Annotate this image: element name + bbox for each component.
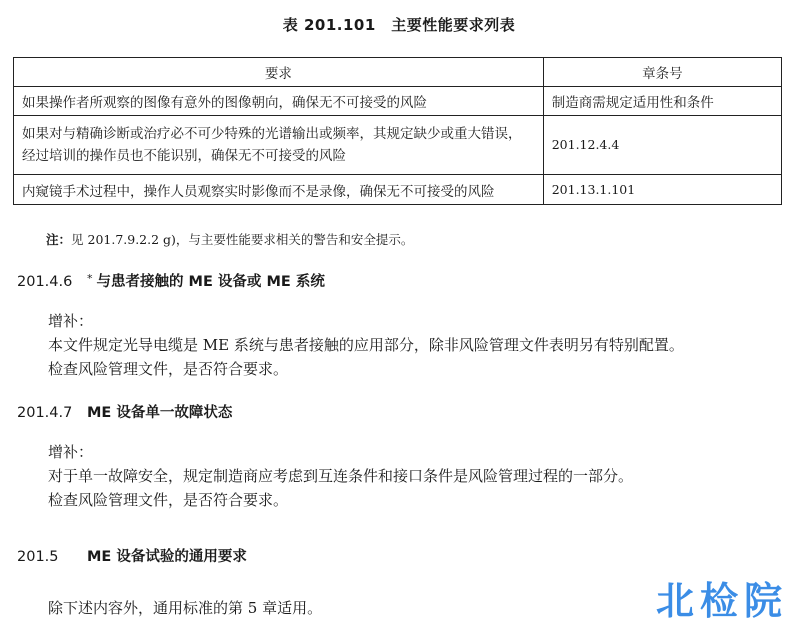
- paragraph-line: 检查风险管理文件，是否符合要求。: [48, 491, 289, 509]
- header-clause: 章条号: [543, 58, 781, 87]
- clause-cell: 制造商需规定适用性和条件: [543, 87, 781, 116]
- clause-cell: 201.12.4.4: [543, 116, 781, 175]
- clause-cell: 201.13.1.101: [543, 175, 781, 205]
- table-row: [14, 175, 782, 205]
- requirement-cell: 如果对与精确诊断或治疗必不可少特殊的光谱输出或频率，其规定缺少或重大错误，经过培训的操作员也不能识别，确保无不可接受的风险: [14, 116, 544, 175]
- section-heading-201-4-6: [17, 270, 325, 291]
- section-marker: *: [87, 272, 93, 285]
- section-title: ME 设备试验的通用要求: [87, 549, 247, 565]
- section-number: 201.5: [17, 549, 59, 565]
- requirements-table: [13, 57, 782, 205]
- section-heading-201-5: [17, 545, 247, 566]
- paragraph-line: 增补：: [48, 312, 94, 330]
- table-row: [14, 116, 782, 175]
- paragraph-line: 增补：: [48, 443, 94, 461]
- paragraph-line: 检查风险管理文件，是否符合要求。: [48, 360, 289, 378]
- section-heading-201-4-7: [17, 401, 232, 422]
- table-note: [46, 230, 413, 248]
- requirement-cell: 内窥镜手术过程中，操作人员观察实时影像而不是录像，确保无不可接受的风险: [14, 175, 544, 205]
- requirement-cell: 如果操作者所观察的图像有意外的图像朝向，确保无不可接受的风险: [14, 87, 544, 116]
- paragraph-line: 对于单一故障安全，规定制造商应考虑到互连条件和接口条件是风险管理过程的一部分。: [48, 467, 634, 485]
- table-title: 表 201.101 主要性能要求列表: [282, 16, 516, 34]
- paragraph-line: 本文件规定光导电缆是 ME 系统与患者接触的应用部分，除非风险管理文件表明另有特别配置。: [48, 336, 684, 354]
- section-number: 201.4.7: [17, 405, 73, 421]
- watermark-logo: 北检院: [655, 579, 788, 623]
- section-body-201-4-7: [48, 440, 633, 512]
- note-label: 注：: [46, 232, 72, 247]
- paragraph-line: 除下述内容外，通用标准的第 5 章适用。: [48, 599, 323, 617]
- section-title: 与患者接触的 ME 设备或 ME 系统: [96, 274, 325, 290]
- section-body-201-5: [48, 596, 322, 620]
- table-header-row: [14, 58, 782, 87]
- note-text: 见 201.7.9.2.2 g)，与主要性能要求相关的警告和安全提示。: [71, 232, 414, 247]
- header-requirement: 要求: [14, 58, 544, 87]
- section-title: ME 设备单一故障状态: [87, 405, 233, 421]
- section-body-201-4-6: [48, 309, 684, 381]
- section-number: 201.4.6: [17, 274, 73, 290]
- table-row: [14, 87, 782, 116]
